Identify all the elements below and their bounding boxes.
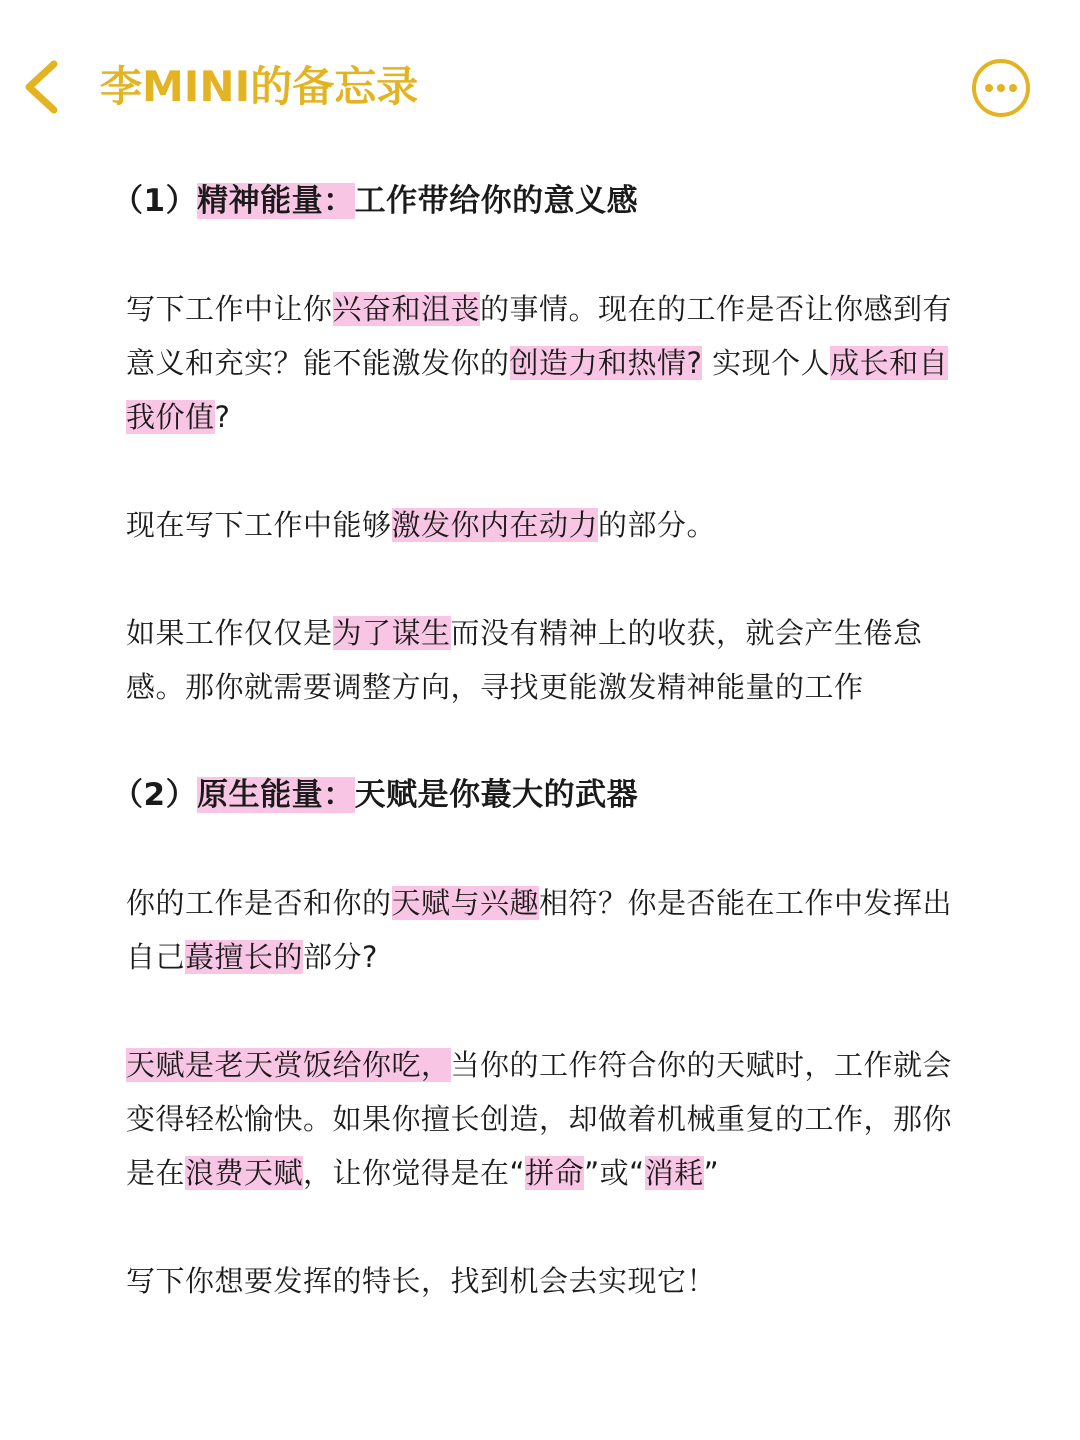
paragraph <box>126 876 956 984</box>
text-run: ”或“ <box>584 1156 645 1190</box>
heading-highlight: 精神能量： <box>197 183 355 219</box>
section-heading <box>112 174 956 228</box>
text-run: 的部分。 <box>598 508 717 542</box>
highlight-run: 为了谋生 <box>332 616 451 650</box>
heading-highlight: 原生能量： <box>197 777 355 813</box>
text-run: ” <box>703 1156 720 1190</box>
paragraph <box>126 606 956 714</box>
heading-text: 天赋是你蕞大的武器 <box>354 777 639 813</box>
nav-header <box>0 0 1080 175</box>
text-run: 相符？你是否能在工作中发挥出自己 <box>126 886 953 974</box>
more-horizontal-icon <box>970 57 1032 119</box>
highlight-run: 拼命 <box>525 1156 585 1190</box>
paragraph <box>126 1254 956 1308</box>
section-heading <box>112 768 956 822</box>
text-run: 你的工作是否和你的 <box>126 886 392 920</box>
text-run: 而没有精神上的收获，就会产生倦怠感。那你就需要调整方向，寻找更能激发精神能量的工作 <box>126 616 923 704</box>
back-button[interactable] <box>18 58 68 116</box>
paragraph <box>126 498 956 552</box>
text-run: ? <box>214 400 231 434</box>
highlight-run: 兴奋和沮丧 <box>332 292 481 326</box>
highlight-run: 天赋是老天赏饭给你吃， <box>126 1048 451 1082</box>
app-title: 李MINI的备忘录 <box>100 62 419 111</box>
highlight-run: 天赋与兴趣 <box>391 886 540 920</box>
highlight-run: 消耗 <box>644 1156 704 1190</box>
highlight-run: 创造力和热情? <box>509 346 703 380</box>
text-run: 写下工作中让你 <box>126 292 333 326</box>
text-run: 的事情。现在的工作是否让你感到有意义和充实？能不能激发你的 <box>126 292 953 380</box>
paragraph <box>126 282 956 444</box>
section-innate-energy <box>112 768 956 1308</box>
section-spiritual-energy <box>112 174 956 714</box>
heading-text: 工作带给你的意义感 <box>354 183 639 219</box>
note-content <box>112 174 956 1308</box>
paragraph <box>126 1038 956 1200</box>
text-run: 实现个人 <box>702 346 831 380</box>
text-run: 写下你想要发挥的特长，找到机会去实现它！ <box>126 1264 717 1298</box>
heading-number: （1） <box>112 183 198 219</box>
text-run: 部分? <box>303 940 378 974</box>
highlight-run: 蕞擅长的 <box>185 940 304 974</box>
highlight-run: 激发你内在动力 <box>391 508 599 542</box>
text-run: 现在写下工作中能够 <box>126 508 392 542</box>
text-run: ，让你觉得是在“ <box>303 1156 526 1190</box>
highlight-run: 成长和自我价值 <box>126 346 949 434</box>
text-run: 如果工作仅仅是 <box>126 616 333 650</box>
text-run: 当你的工作符合你的天赋时，工作就会变得轻松愉快。如果你擅长创造，却做着机械重复的工作，那你是在 <box>126 1048 953 1190</box>
heading-number: （2） <box>112 777 198 813</box>
more-options-button[interactable] <box>970 57 1032 119</box>
highlight-run: 浪费天赋 <box>185 1156 304 1190</box>
chevron-left-icon <box>18 58 68 116</box>
